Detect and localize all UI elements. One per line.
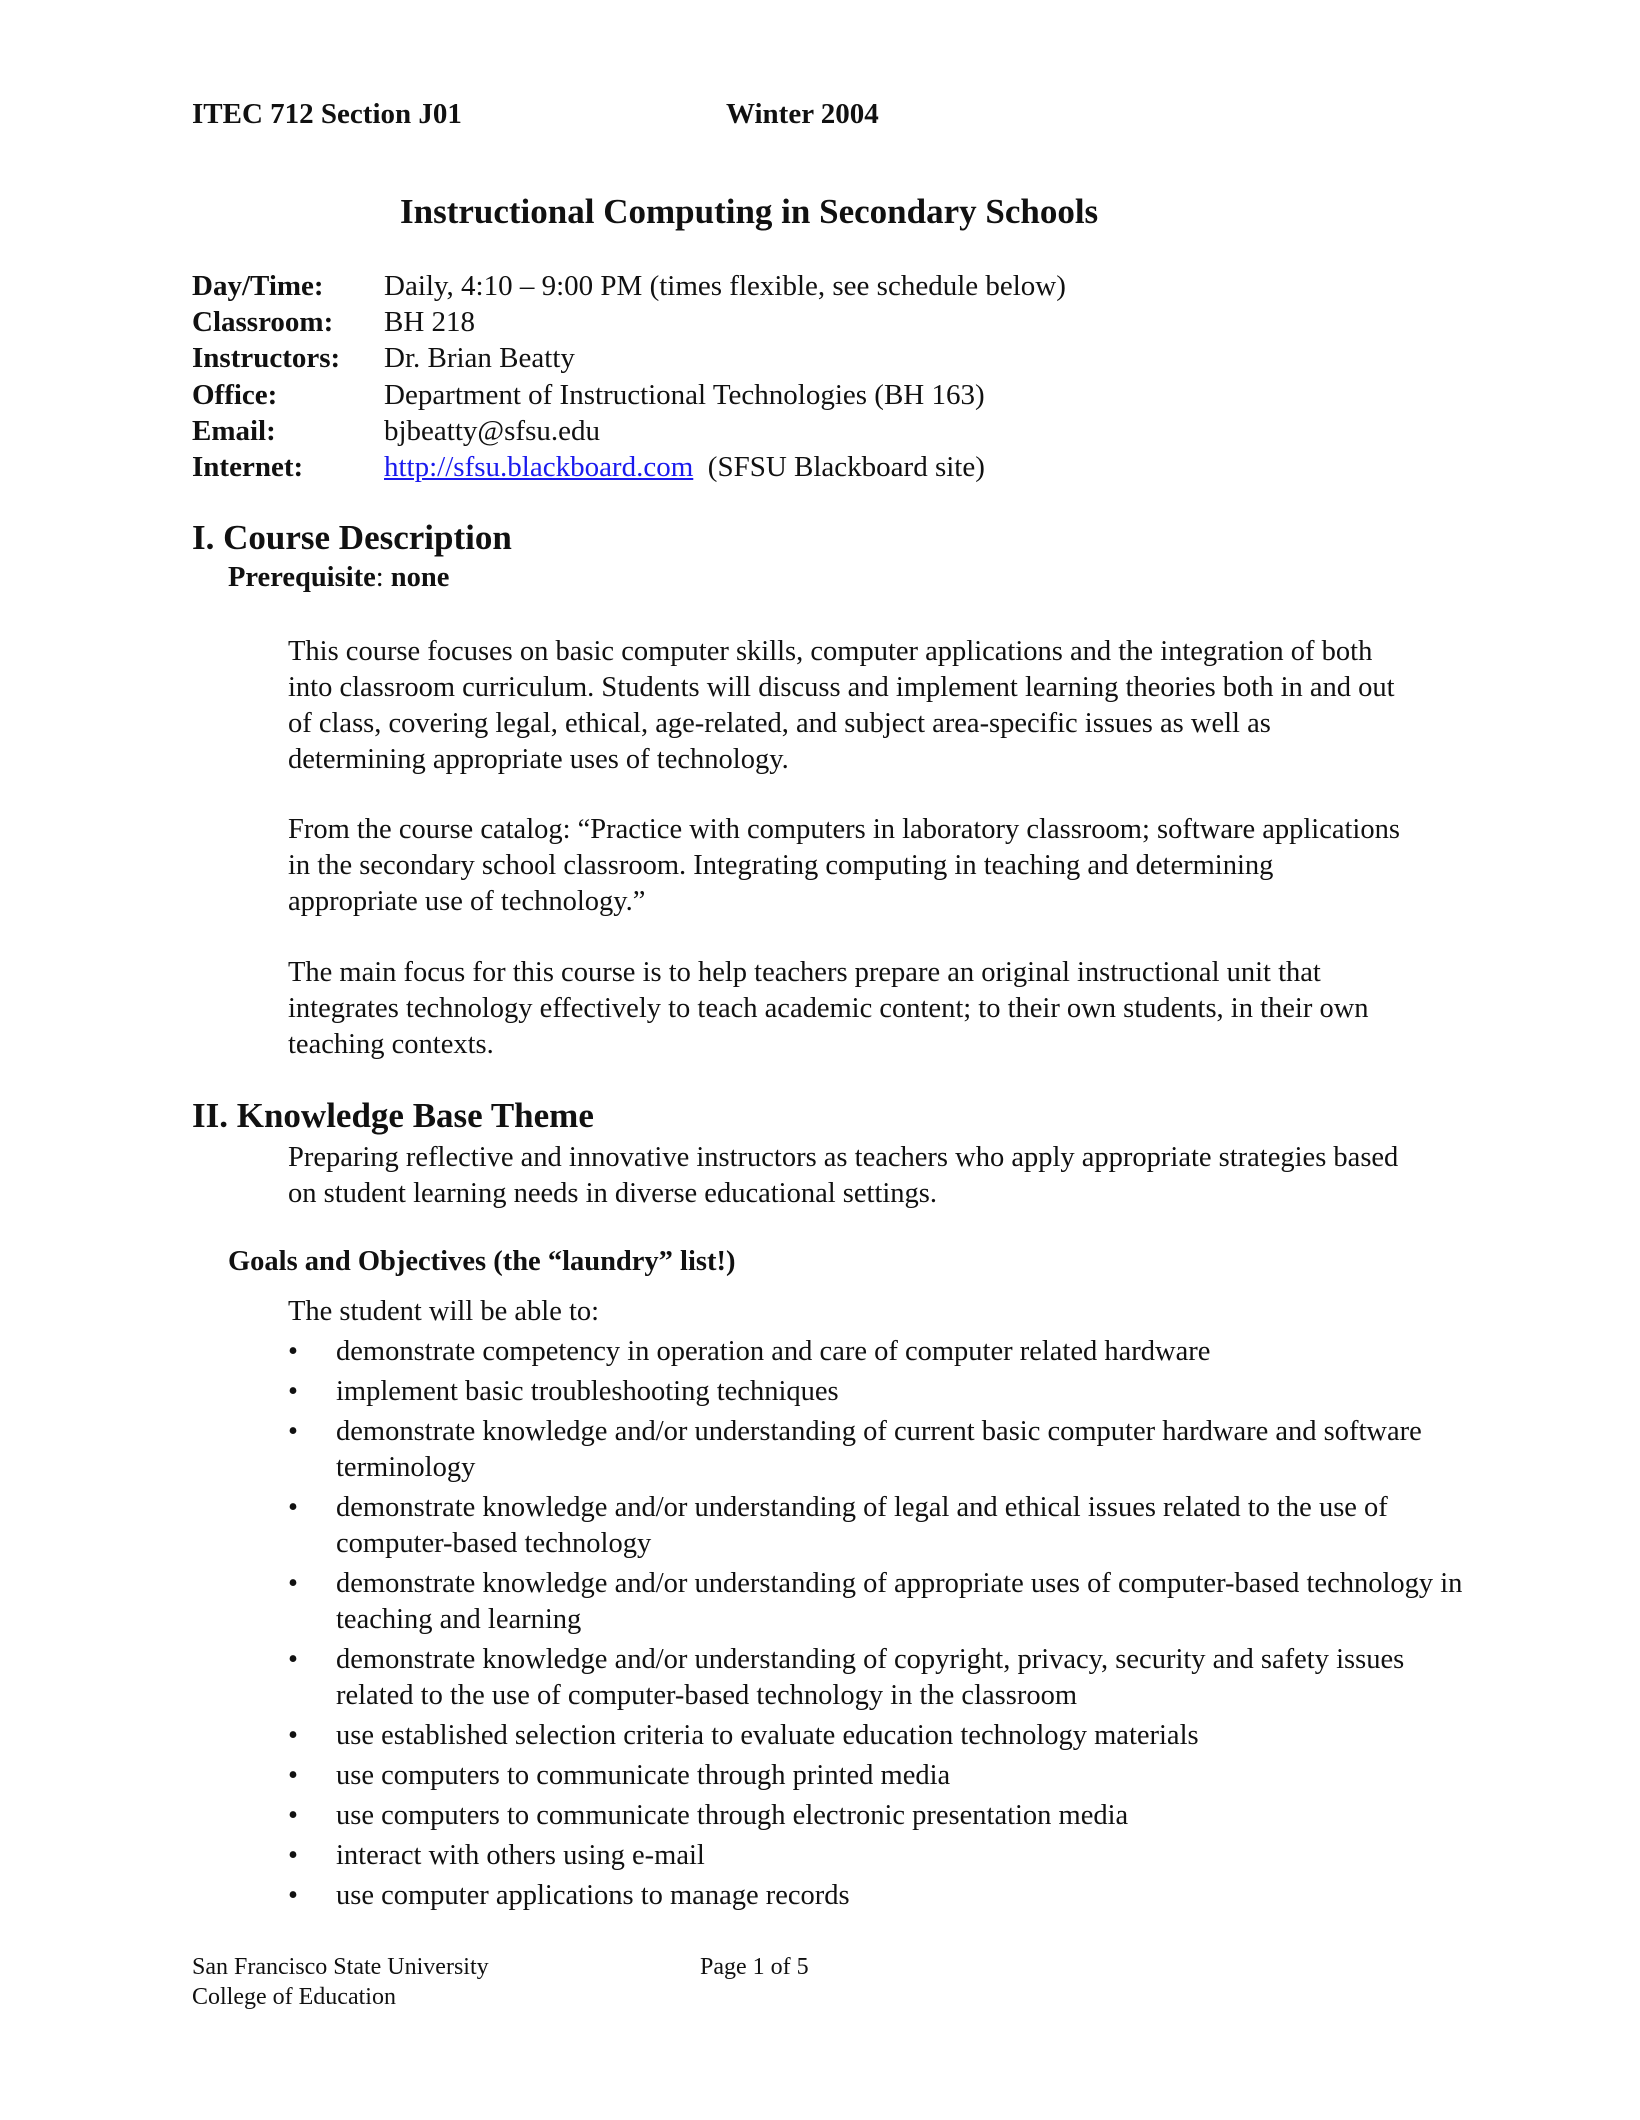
info-label: Office: [192, 378, 278, 411]
list-item [288, 1566, 1468, 1638]
list-item [288, 1414, 1468, 1486]
list-item-text: implement basic troubleshooting techniques [336, 1376, 839, 1407]
footer-college: College of Education [192, 1984, 396, 2010]
info-label: Day/Time: [192, 270, 324, 302]
document-title: Instructional Computing in Secondary Schools [400, 192, 1099, 231]
bullet-icon: • [288, 1376, 298, 1407]
info-label: Internet: [192, 450, 304, 483]
course-catalog-paragraph: From the course catalog: “Practice with computers in laboratory classroom; software applications in the secondary school classroom. Integrating computing in teaching and determining appropriate use of technology.” [288, 814, 1400, 917]
prerequisite-value: none [383, 562, 450, 593]
info-value: Dr. Brian Beatty [384, 342, 575, 375]
info-row-office [192, 377, 1066, 413]
list-item [288, 1334, 1468, 1370]
blackboard-link[interactable]: http://sfsu.blackboard.com [384, 450, 694, 483]
prerequisite-separator: : [375, 562, 384, 593]
course-code: ITEC 712 Section J01 [192, 98, 462, 130]
section-heading-knowledge-base: II. Knowledge Base Theme [192, 1096, 594, 1135]
list-item [288, 1718, 1468, 1754]
bullet-icon: • [288, 1336, 298, 1367]
list-item [288, 1878, 1468, 1914]
page-number: Page 1 of 5 [700, 1954, 809, 1980]
list-item-text: demonstrate knowledge and/or understanding of current basic computer hardware and software terminology [336, 1416, 1422, 1483]
info-row-email [192, 413, 1066, 449]
bullet-icon: • [288, 1800, 298, 1831]
list-item [288, 1798, 1468, 1834]
list-item-text: use computers to communicate through printed media [336, 1760, 951, 1791]
list-item-text: demonstrate knowledge and/or understanding of legal and ethical issues related to the use of computer-based technology [336, 1492, 1388, 1559]
list-item [288, 1642, 1468, 1714]
list-item-text: use computer applications to manage records [336, 1880, 850, 1911]
list-item [288, 1838, 1468, 1874]
footer-institution [192, 1952, 489, 2012]
info-row-internet [192, 449, 1066, 485]
list-item [288, 1490, 1468, 1562]
goals-list [288, 1334, 1468, 1914]
bullet-icon: • [288, 1880, 298, 1911]
knowledge-base-text: Preparing reflective and innovative instructors as teachers who apply appropriate strategies based on student learning needs in diverse educational settings. [288, 1142, 1399, 1209]
course-info [192, 268, 1066, 485]
main-focus-paragraph: The main focus for this course is to help teachers prepare an original instructional unit that integrates technology effectively to teach academic content; to their own students, in their own teaching contexts. [288, 957, 1369, 1060]
list-item-text: demonstrate knowledge and/or understanding of appropriate uses of computer-based technology in teaching and learning [336, 1568, 1463, 1635]
info-row-classroom [192, 304, 1066, 340]
bullet-icon: • [288, 1840, 298, 1871]
info-label: Email: [192, 414, 276, 447]
list-item-text: use established selection criteria to evaluate education technology materials [336, 1720, 1199, 1751]
info-value: Daily, 4:10 – 9:00 PM (times flexible, see schedule below) [384, 270, 1066, 302]
email-address: bjbeatty@sfsu.edu [384, 414, 600, 447]
list-item-text: interact with others using e-mail [336, 1840, 705, 1871]
list-item [288, 1758, 1468, 1794]
bullet-icon: • [288, 1492, 298, 1523]
list-item-text: demonstrate competency in operation and care of computer related hardware [336, 1336, 1211, 1367]
info-value: Department of Instructional Technologies (BH 163) [384, 378, 985, 411]
goals-list-block [288, 1294, 1468, 1918]
term: Winter 2004 [726, 98, 879, 130]
bullet-icon: • [288, 1416, 298, 1447]
list-item-text: demonstrate knowledge and/or understanding of copyright, privacy, security and safety issues related to the use of computer-based technology in the classroom [336, 1644, 1405, 1711]
info-label: Classroom: [192, 306, 334, 339]
list-item [288, 1374, 1468, 1410]
goals-lead: The student will be able to: [288, 1296, 600, 1327]
course-description-paragraph: This course focuses on basic computer skills, computer applications and the integration of both into classroom curriculum. Students will discuss and implement learning theories both in and out of class, covering legal, ethical, age-related, and subject area-specific issues as well as determining appropriate uses of technology. [288, 636, 1395, 775]
info-value: (SFSU Blackboard site) [707, 450, 985, 483]
section-heading-course-description: I. Course Description [192, 518, 512, 557]
bullet-icon: • [288, 1644, 298, 1675]
bullet-icon: • [288, 1568, 298, 1599]
info-row-daytime [192, 268, 1066, 304]
bullet-icon: • [288, 1720, 298, 1751]
info-value: BH 218 [384, 306, 476, 339]
info-row-instructors [192, 340, 1066, 376]
bullet-icon: • [288, 1760, 298, 1791]
goals-heading: Goals and Objectives (the “laundry” list!) [228, 1246, 736, 1277]
list-item-text: use computers to communicate through electronic presentation media [336, 1800, 1129, 1831]
prerequisite [228, 562, 449, 594]
prerequisite-label: Prerequisite [228, 562, 376, 593]
footer-university: San Francisco State University [192, 1954, 489, 1980]
info-label: Instructors: [192, 342, 341, 375]
